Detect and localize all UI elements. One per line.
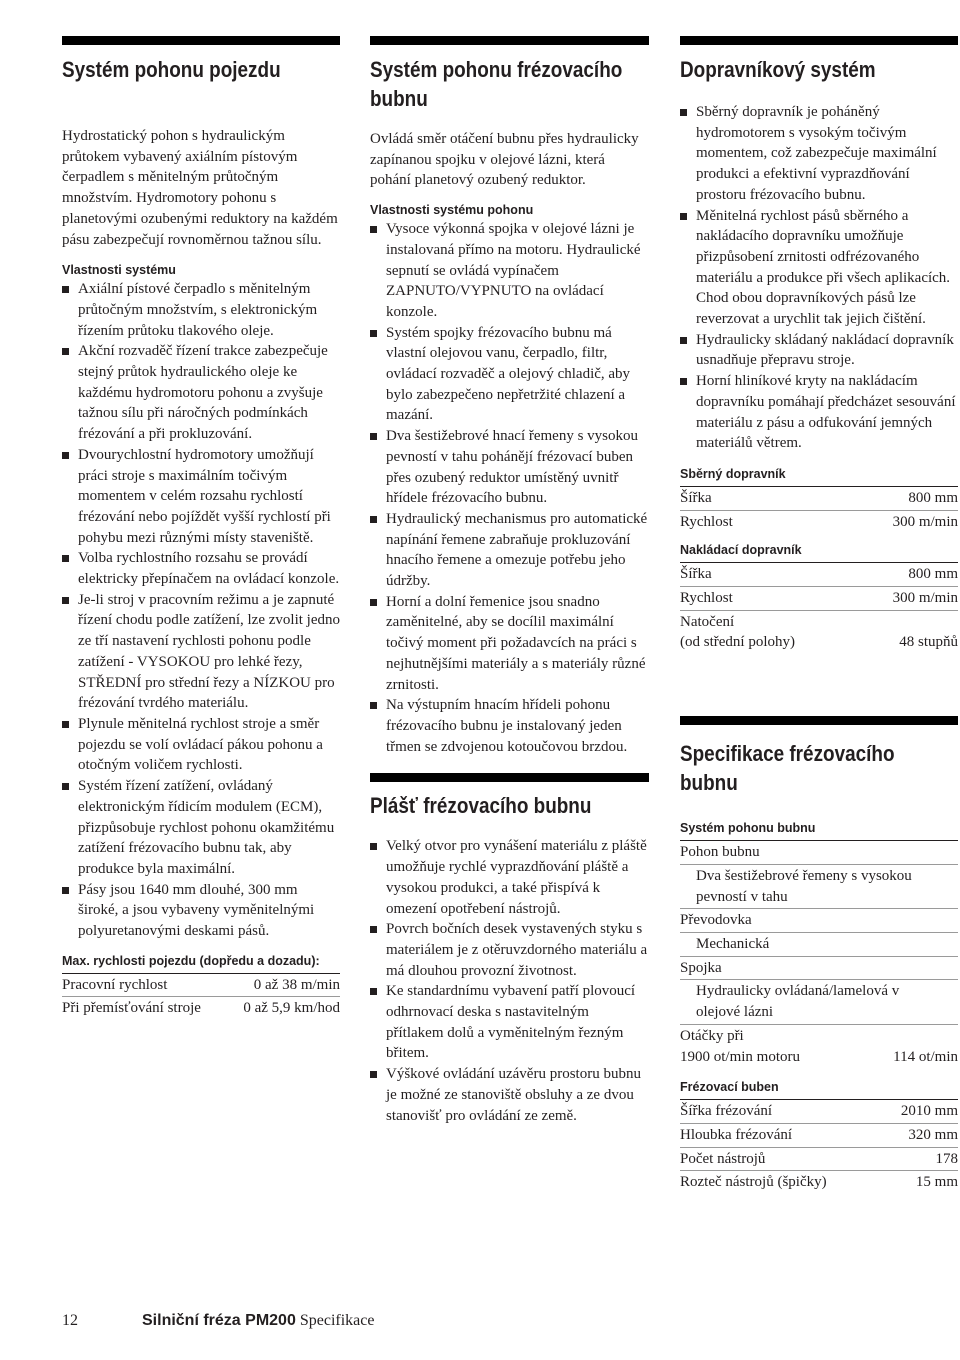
rpm-value: 114 ot/min	[893, 1048, 958, 1065]
load-rotation-label-line2: (od střední polohy)	[680, 634, 795, 651]
travel-feature-item: Je-li stroj v pracovním režimu a je zapnuté řízení chodu podle zatížení, lze zvolit jedno ze tří nastavení rychlosti pohonu podle zatížení - VYSOKOU pro lehké řezy, STŘEDNÍ pro střední řezy a NÍZKOU pro frézování tvrdého materiálu.	[62, 590, 340, 714]
drum-housing-item: Velký otvor pro vynášení materiálu z pláště umožňuje rychlé vyprazdňování pláště a vysokou produkci, a také přispívá k omezení opotřebení nástrojů.	[370, 836, 649, 919]
drum-features-title: Vlastnosti systému pohonu	[370, 203, 534, 218]
drum-feature-item: Na výstupním hnacím hřídeli pohonu frézovacího bubnu je instalovaný jeden třmen se zdvojenou kotoučovou brzdou.	[370, 695, 649, 757]
speed-row	[62, 997, 340, 1020]
drive-value-line2: pevností v tahu	[696, 888, 788, 905]
load-conveyor-title: Nakládací dopravník	[680, 541, 958, 563]
drum-housing-item: Výškové ovládání uzávěru prostoru bubnu je možné ze stanoviště obsluhy a ze dvou stanovišť pro ovládání ze země.	[370, 1064, 649, 1126]
travel-drive-heading: Systém pohonu pojezdu	[62, 57, 281, 82]
conveyor-feature-item: Horní hliníkové kryty na nakládacím dopravníku pomáhají předcházet sesouvání materiálu z pásu a odfukování jemných materiálů větrem.	[680, 371, 958, 454]
drum-row	[680, 1148, 958, 1172]
gearbox-label: Převodovka	[680, 909, 958, 933]
drum-row-value: 320 mm	[908, 1126, 958, 1143]
drum-row-label: Šířka frézování	[680, 1103, 773, 1120]
travel-feature-item: Volba rychlostního rozsahu se provádí elektricky přepínačem na ovládací konzole.	[62, 548, 340, 589]
collect-conveyor-title: Sběrný dopravník	[680, 465, 958, 487]
drum-row-value: 15 mm	[915, 1174, 958, 1191]
speed-row-label: Pracovní rychlost	[62, 976, 168, 993]
travel-feature-item: Akční rozvaděč řízení trakce zabezpečuje stejný průtok hydraulického oleje ke každému hydromotoru pohonu a zvyšuje tažnou sílu při náročných podmínkách frézování a při prokluzování.	[62, 341, 340, 445]
speed-row-value: 0 až 38 m/min	[253, 976, 340, 993]
section-rule	[370, 36, 649, 45]
drum-drive-spec	[680, 841, 958, 1068]
conveyor-feature-item: Hydraulicky skládaný nakládací dopravník usnadňuje přepravu stroje.	[680, 330, 958, 371]
section-rule	[370, 773, 649, 782]
section-rule	[62, 36, 340, 45]
drive-value-line1: Dva šestižebrové řemeny s vysokou	[696, 867, 912, 884]
collect-row	[680, 511, 958, 534]
clutch-value-line2: olejové lázni	[696, 1004, 774, 1021]
collect-conveyor-table	[680, 487, 958, 533]
column-drum-drive	[370, 36, 649, 1126]
load-row-label: Šířka	[680, 566, 712, 583]
drum-row	[680, 1100, 958, 1124]
travel-features-title: Vlastnosti systému	[62, 263, 176, 278]
collect-row-value: 300 m/min	[892, 513, 958, 530]
drive-value	[680, 865, 958, 909]
drive-label: Pohon bubnu	[680, 841, 958, 865]
load-rotation-row	[680, 610, 958, 654]
drum-drive-system-title: Systém pohonu bubnu	[680, 819, 958, 841]
load-row-label: Rychlost	[680, 590, 733, 607]
clutch-value	[680, 980, 958, 1024]
rpm-label-line1: Otáčky při	[680, 1027, 744, 1044]
drum-feature-item: Systém spojky frézovacího bubnu má vlastní olejovou vanu, čerpadlo, filtr, ovládací rozvaděč a olejový chladič, aby bylo zabezpečeno nepřetržité chlazení a mazání.	[370, 323, 649, 427]
conveyor-heading: Dopravníkový systém	[680, 57, 876, 82]
travel-feature-item: Axiální pístové čerpadlo s měnitelným průtočným množstvím, s elektronickým řízením průtoku tlakového oleje.	[62, 279, 340, 341]
milling-drum-title: Frézovací buben	[680, 1078, 958, 1100]
travel-drive-intro: Hydrostatický pohon s hydraulickým průtokem vybavený axiálním pístovým čerpadlem s měnitelným průtočným množstvím. Hydromotory pohonu s planetovými ozubenými reduktory na každém pásu zabezpečují rovnoměrnou tažnou sílu.	[62, 128, 338, 248]
drum-row-label: Počet nástrojů	[680, 1150, 766, 1167]
travel-feature-item: Systém řízení zatížení, ovládaný elektronickým řídicím modulem (ECM), přizpůsobuje rychlost pohonu okamžitému zatížení frézovacího bubnu tak, aby produkce byla maximální.	[62, 776, 340, 880]
drum-row	[680, 1124, 958, 1148]
drum-housing-item: Ke standardnímu vybavení patří plovoucí odhrnovací deska s nastavitelným přítlakem dolů a vyměnitelným řezným břitem.	[370, 981, 649, 1064]
drum-drive-intro: Ovládá směr otáčení bubnu přes hydraulicky zapínanou spojku v olejové lázni, která pohání planetový ozubený reduktor.	[370, 131, 639, 189]
drum-housing-heading: Plášť frézovacího bubnu	[370, 793, 592, 819]
page-number: 12	[62, 1312, 78, 1329]
column-travel-drive	[62, 36, 340, 1020]
drum-drive-heading: Systém pohonu frézovacího bubnu	[370, 57, 623, 111]
footer-title: Silniční fréza PM200	[142, 1312, 296, 1329]
section-rule	[680, 716, 958, 725]
drum-row-label: Hloubka frézování	[680, 1126, 793, 1143]
drum-feature-item: Hydraulický mechanismus pro automatické napínání řemene zabraňuje prokluzování hnacího řemene a omezuje potřebu jeho údržby.	[370, 509, 649, 592]
drum-housing-list	[370, 836, 649, 1126]
rpm-row	[680, 1025, 958, 1068]
load-row	[680, 563, 958, 587]
rpm-label-line2: 1900 ot/min motoru	[680, 1048, 800, 1065]
drum-spec-heading: Specifikace frézovacího bubnu	[680, 741, 895, 796]
load-rotation-label-line1: Natočení	[680, 613, 735, 630]
drum-feature-item: Vysoce výkonná spojka v olejové lázni je instalovaná přímo na motoru. Hydraulické sepnutí se ovládá vypínačem ZAPNUTO/VYPNUTO na ovládací konzole.	[370, 219, 649, 323]
load-conveyor-table	[680, 563, 958, 609]
clutch-label: Spojka	[680, 957, 958, 981]
collect-row	[680, 487, 958, 511]
travel-features-list	[62, 279, 340, 942]
milling-drum-table	[680, 1100, 958, 1194]
speed-row-value: 0 až 5,9 km/hod	[243, 1000, 340, 1017]
collect-row-value: 800 mm	[908, 489, 958, 506]
speed-table	[62, 974, 340, 1020]
load-rotation-value: 48 stupňů	[899, 634, 958, 651]
drum-row-value: 178	[935, 1150, 958, 1167]
page-footer	[62, 1310, 374, 1332]
drum-row	[680, 1171, 958, 1194]
conveyor-features-list	[680, 102, 958, 454]
travel-feature-item: Plynule měnitelná rychlost stroje a směr pojezdu se volí ovládací pákou pohonu a otočným voličem rychlosti.	[62, 714, 340, 776]
conveyor-feature-item: Sběrný dopravník je poháněný hydromotorem s vysokým točivým momentem, což zabezpečuje maximální produkci a efektivní vyprazdňování prostoru frézovacího bubnu.	[680, 102, 958, 206]
footer-subtitle: Specifikace	[299, 1312, 375, 1329]
drum-housing-item: Povrch bočních desek vystavených styku s materiálem je z otěruvzdorného materiálu a má dlouhou provozní životnost.	[370, 919, 649, 981]
collect-row-label: Šířka	[680, 489, 712, 506]
rpm-label	[680, 1026, 893, 1067]
load-row	[680, 587, 958, 610]
speed-row-label: Při přemísťování stroje	[62, 1000, 201, 1017]
conveyor-feature-item: Měnitelná rychlost pásů sběrného a nakládacího dopravníku umožňuje přizpůsobení zrnitosti odfrézovaného materiálu a produkce při všech aplikacích. Chod obou dopravníkových pásů lze reverzovat a urychlit tak jejich čištění.	[680, 206, 958, 330]
load-row-value: 800 mm	[908, 566, 958, 583]
drum-row-value: 2010 mm	[900, 1103, 958, 1120]
drum-features-list	[370, 219, 649, 757]
speed-title: Max. rychlosti pojezdu (dopředu a dozadu):	[62, 952, 340, 974]
collect-row-label: Rychlost	[680, 513, 733, 530]
travel-feature-item: Dvourychlostní hydromotory umožňují práci stroje s maximálním točivým momentem v celém rozsahu rychlostí frézování nebo pojíždět vyšší rychlostí při pohybu mezi různými místy staveniště.	[62, 445, 340, 549]
load-rotation-label	[680, 612, 899, 653]
speed-row	[62, 974, 340, 998]
drum-row-label: Rozteč nástrojů (špičky)	[680, 1174, 827, 1191]
travel-feature-item: Pásy jsou 1640 mm dlouhé, 300 mm široké, a jsou vybaveny vyměnitelnými polyuretanovými deskami pásů.	[62, 880, 340, 942]
clutch-value-line1: Hydraulicky ovládaná/lamelová v	[696, 983, 900, 1000]
drum-feature-item: Horní a dolní řemenice jsou snadno zaměnitelné, aby se docílil maximální točivý moment při požadavcích na práci s nejhutnějšími materiály a s materiály různé zrnitosti.	[370, 592, 649, 696]
column-conveyor	[680, 36, 958, 1194]
section-rule	[680, 36, 958, 45]
drum-feature-item: Dva šestižebrové hnací řemeny s vysokou pevností v tahu pohánějí frézovací buben přes ozubený reduktor umístěný uvnitř hřídele frézovacího bubnu.	[370, 426, 649, 509]
gearbox-value: Mechanická	[680, 933, 958, 957]
load-row-value: 300 m/min	[892, 590, 958, 607]
